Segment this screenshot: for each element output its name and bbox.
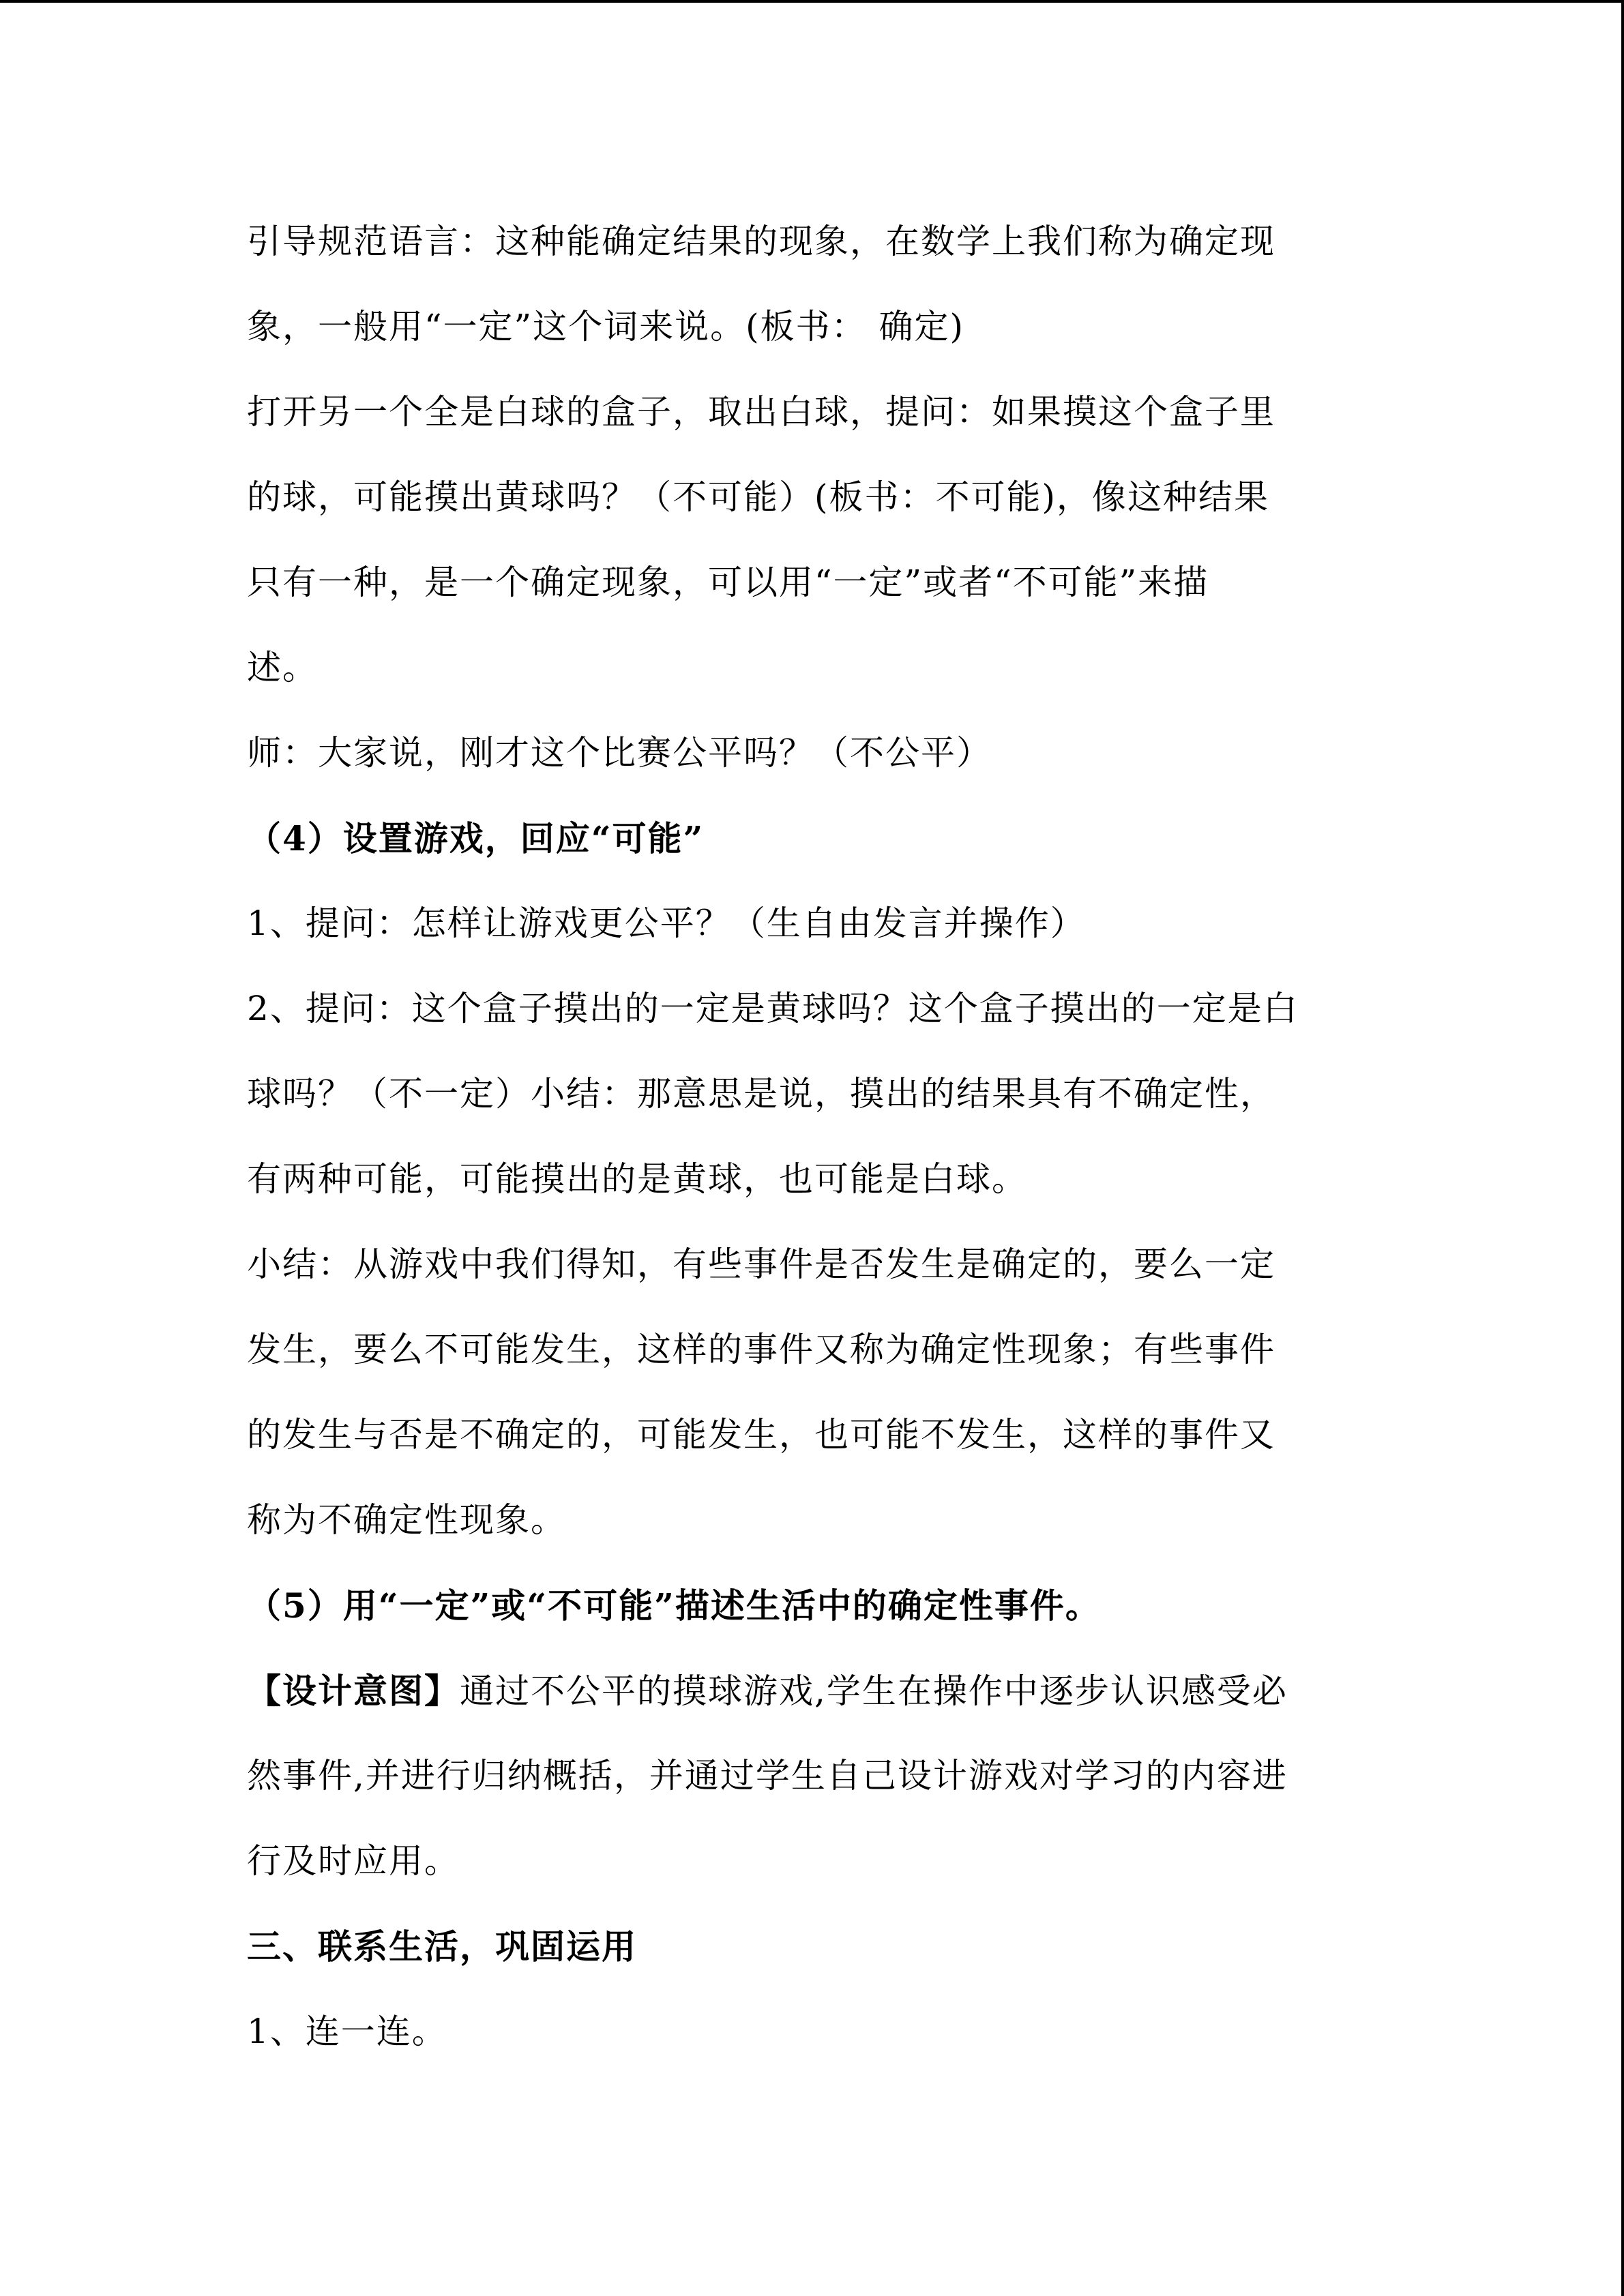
section-heading: 三、联系生活，巩固运用 (247, 1926, 637, 1967)
paragraph-line: 引导规范语言：这种能确定结果的现象，在数学上我们称为确定现 (247, 222, 1275, 261)
paragraph-line: 打开另一个全是白球的盒子，取出白球，提问：如果摸这个盒子里 (247, 392, 1275, 432)
paragraph-line: 然事件,并进行归纳概括，并通过学生自己设计游戏对学习的内容进 (247, 1756, 1288, 1795)
subsection-heading: （4）设置游戏，回应“可能” (247, 818, 705, 859)
design-intent-text: 通过不公平的摸球游戏,学生在操作中逐步认识感受必 (460, 1671, 1288, 1711)
paragraph-line: 有两种可能，可能摸出的是黄球，也可能是白球。 (247, 1159, 1027, 1199)
paragraph-line: 述。 (247, 648, 318, 687)
subsection-heading: （5）用“一定”或“不可能”描述生活中的确定性事件。 (247, 1585, 1101, 1626)
design-intent-label: 【设计意图】 (247, 1671, 460, 1711)
paragraph-line: 象，一般用“一定”这个词来说。(板书： 确定) (247, 307, 965, 346)
paragraph-line: 1、提问：怎样让游戏更公平？（生自由发言并操作） (247, 904, 1086, 943)
paragraph-line: 行及时应用。 (247, 1841, 460, 1881)
paragraph-line: 2、提问：这个盒子摸出的一定是黄球吗？这个盒子摸出的一定是白 (247, 989, 1299, 1028)
page-border-right (1621, 0, 1624, 2296)
paragraph-line: 球吗？（不一定）小结：那意思是说，摸出的结果具有不确定性， (247, 1074, 1275, 1114)
document-body (247, 199, 1379, 2074)
paragraph-line: 只有一种，是一个确定现象，可以用“一定”或者“不可能”来描 (247, 563, 1209, 602)
paragraph-line: 的发生与否是不确定的，可能发生，也可能不发生，这样的事件又 (247, 1415, 1275, 1455)
design-intent-line (247, 1648, 1379, 1733)
paragraph-line: 小结：从游戏中我们得知，有些事件是否发生是确定的，要么一定 (247, 1244, 1275, 1284)
page-border-top (0, 0, 1624, 3)
list-item: 1、连一连。 (247, 2012, 447, 2051)
paragraph-line: 的球，可能摸出黄球吗？（不可能）(板书：不可能)，像这种结果 (247, 477, 1270, 517)
paragraph-line: 称为不确定性现象。 (247, 1500, 566, 1540)
paragraph-line: 师：大家说，刚才这个比赛公平吗？（不公平） (247, 733, 992, 773)
paragraph-line: 发生，要么不可能发生，这样的事件又称为确定性现象；有些事件 (247, 1330, 1275, 1369)
